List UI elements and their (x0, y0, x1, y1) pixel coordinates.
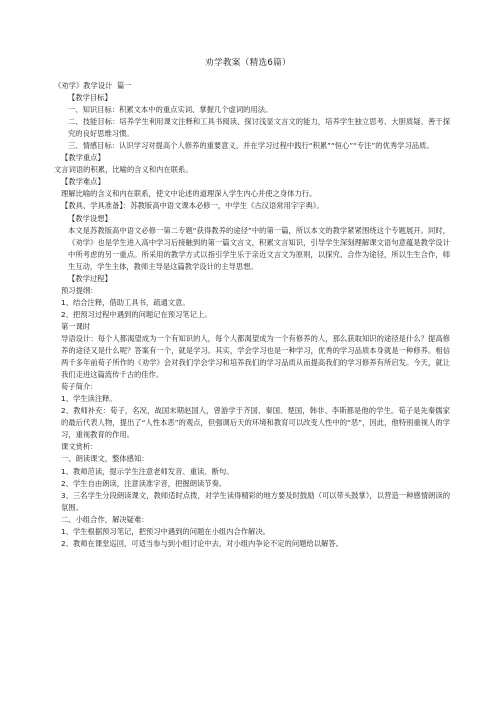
paragraph: 2、把预习过程中遇到的问题记在预习笔记上。 (61, 309, 212, 319)
paragraph: 导语设计：每个人都渴望成为一个有知识的人，每个人都渴望成为一个有修养的人，那么获取知识的途径是什么？提高修养的途径又是什么呢？答案有一个，就是学习。其实，学会学习也是一种学习，优秀的学习品质本身就是一种修养。相信两千多年前荀子所作的《劝学》会对我们学会学习和培养我们的学习品质从而提高我们的学习修养有所启发。今天，就让我们走进这篇流传千古的佳作。 (61, 333, 450, 380)
paragraph: 2、学生自由朗读，注意读准字音，把握朗读节奏。 (61, 478, 227, 488)
paragraph: 一、朗读课文，整体感知： (61, 454, 149, 464)
document-title: 劝学教案（精选6篇） (205, 58, 291, 68)
paragraph: 《劝学》教学设计 篇一 (54, 81, 132, 90)
paragraph: 1、学生根据预习笔记，把预习中遇到的问题在小组内合作解决。 (61, 526, 270, 536)
paragraph: 2、教师补充：荀子，名况，战国末期赵国人，曾游学于齐国、秦国、楚国，韩非、李斯都是他的学生。荀子是先秦儒家的最后代表人物，提出了“人性本恶”的观点，但强调后天的环境和教育可以改变人性中的“恶”，因此，他特别重视人的学习，重视教育的作用。 (61, 406, 450, 440)
paragraph: 理解比喻的含义和内在联系，使文中论述的道理深入学生内心并使之身体力行。 (61, 189, 317, 199)
paragraph: 课文赏析： (61, 442, 98, 452)
paragraph: 一、知识目标：积累文本中的重点实词、掌握几个虚词的用法。 (68, 105, 273, 115)
document-body (54, 80, 450, 550)
paragraph: 1、学生读注释。 (61, 394, 117, 404)
paragraph: 文言词语的积累，比喻的含义和内在联系。 (54, 165, 193, 175)
paragraph: 【教学重点】 (61, 153, 105, 163)
paragraph: 3、三名学生分段朗读课文，教师适时点拨，对学生读得精彩的地方要及时鼓励（可以带头鼓掌），以营造一种感情朗读的氛围。 (61, 490, 450, 512)
paragraph: 2、教师在课堂巡回，可适当参与到小组讨论中去，对小组内争论不定的问题给以解答。 (61, 538, 343, 548)
paragraph: 1、教师范读，提示学生注意老师发音、重读、断句。 (61, 466, 234, 476)
paragraph: 【教学难点】 (61, 177, 105, 187)
paragraph: 二、技能目标：培养学生利用课文注释和工具书阅读、探讨浅显文言文的能力，培养学生独立思考、大胆质疑、善于探究的良好思维习惯。 (68, 117, 450, 139)
paragraph: 三、情感目标：认识学习对提高个人修养的重要意义，并在学习过程中践行“积累”“恒心”“专注”的优秀学习品质。 (68, 141, 434, 151)
paragraph: 二、小组合作，解决疑难： (61, 514, 149, 524)
paragraph: 1、结合注释，借助工具书，疏通文意。 (61, 297, 190, 307)
paragraph: 本文是苏教版高中语文必修一第二专题“获得教养的途径”中的第一篇，所以本文的教学紧紧围绕这个专题展开。同时，《劝学》也是学生进入高中学习后接触到的第一篇文言文，积累文言知识，引导学生深刻理解课文语句意蕴是教学设计中所考虑的另一重点。所采用的教学方式以指引学生乐于亲近文言文为原则，以探究、合作为途径，所以生生合作，师生互动，学生主体，教师主导是这篇教学设计的主导思想。 (68, 225, 450, 271)
paragraph: 【教学过程】 (68, 273, 112, 283)
paragraph: 【教具、学具准备】：苏教版高中语文课本必修一，中学生《古汉语常用字字典》。 (61, 201, 324, 211)
paragraph: 【教学设想】 (68, 213, 112, 223)
paragraph: 荀子简介： (61, 382, 98, 392)
paragraph: 预习提纲： (61, 285, 98, 295)
paragraph: 第一课时 (61, 321, 91, 331)
paragraph: 【教学目标】 (68, 93, 112, 103)
